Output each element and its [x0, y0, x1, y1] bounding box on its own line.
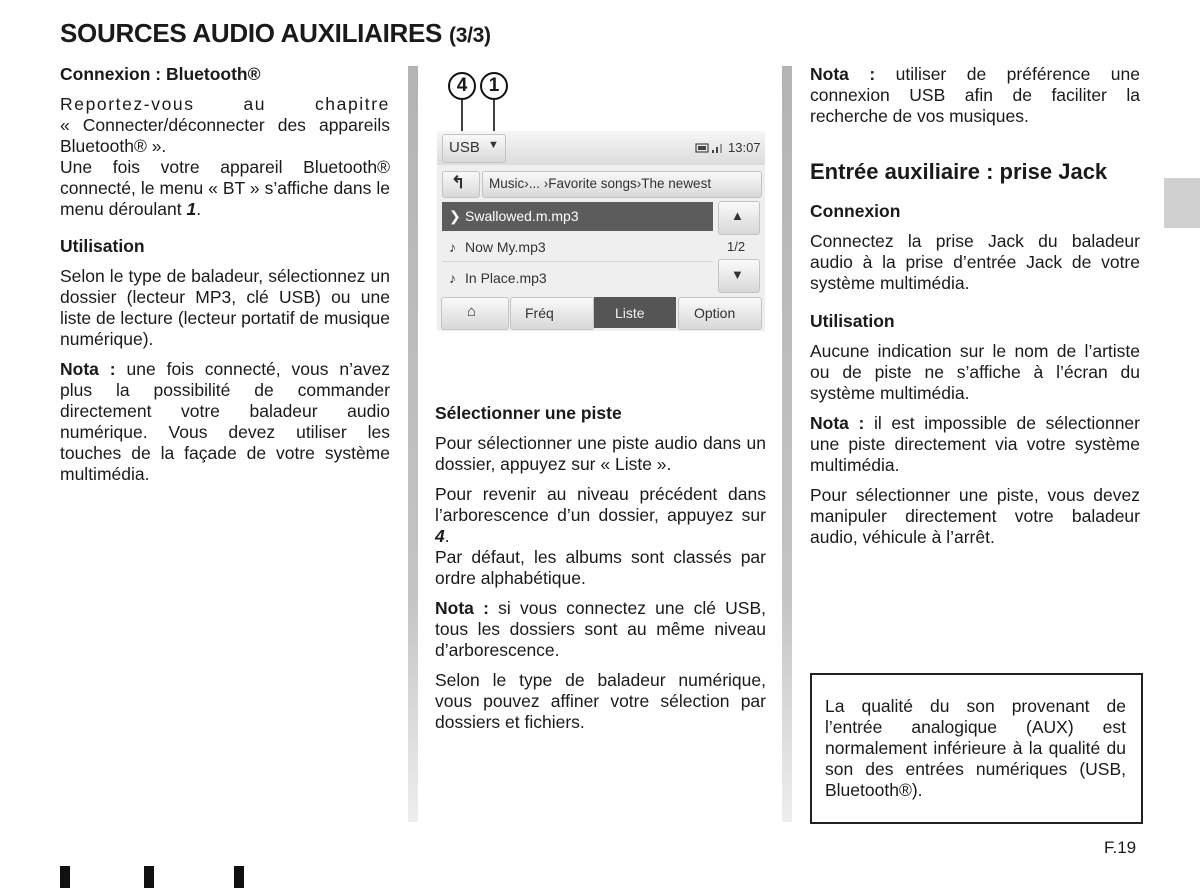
callout-4: 4 — [448, 72, 476, 100]
track-title-3: In Place.mp3 — [465, 270, 547, 286]
title-text: SOURCES AUDIO AUXILIAIRES — [60, 18, 443, 48]
column-separator-right — [782, 66, 792, 822]
usage-paragraph: Selon le type de baladeur, sélectionnez un dossier (lecteur MP3, clé USB) ou une liste de lecture (lecteur portatif de musique numérique). — [60, 266, 390, 349]
back-arrow-icon: ↰ — [451, 173, 466, 192]
multimedia-screen — [437, 131, 765, 331]
select-note: Nota : si vous connectez une clé USB, tous les dossiers sont au même niveau d’arborescence. — [435, 598, 767, 660]
bluetooth-text-rest: « Connecter/déconnecter des appareils Bluetooth® ». — [60, 115, 390, 156]
tab-option-label: Option — [694, 305, 736, 321]
middle-column — [435, 403, 766, 733]
usb-note: Nota : utiliser de préférence une connexion USB afin de faciliter la recherche de vos musiques. — [810, 64, 1141, 126]
jack-connection-text: Connectez la prise Jack du baladeur audio à la prise d’entrée Jack de votre système multimédia. — [810, 231, 1140, 293]
source-label: USB — [449, 139, 480, 156]
music-note-icon: ♪ — [449, 239, 456, 255]
tab-freq-label: Fréq — [525, 305, 554, 321]
chevron-down-icon: ▼ — [488, 139, 499, 151]
left-column — [60, 64, 390, 485]
jack-usage-heading: Utilisation — [810, 311, 895, 331]
track-title-2: Now My.mp3 — [465, 239, 546, 255]
edge-mark — [234, 866, 244, 888]
usage-heading: Utilisation — [60, 236, 145, 256]
callout-1: 1 — [480, 72, 508, 100]
select-paragraph-2: Pour revenir au niveau précédent dans l’arborescence d’un dossier, appuyez sur 4. — [435, 484, 766, 546]
arrow-up-icon: ▲ — [731, 208, 744, 223]
jack-heading: Entrée auxiliaire : prise Jack — [810, 159, 1108, 184]
jack-usage-text-2: Pour sélectionner une piste, vous devez manipuler directement votre baladeur audio, véhicule à l’arrêt. — [810, 485, 1140, 547]
edge-mark — [144, 866, 154, 888]
reference-4: 4 — [435, 526, 445, 546]
jack-usage-text: Aucune indication sur le nom de l’artiste ou de piste ne s’affiche à l’écran du système multimédia. — [810, 341, 1140, 403]
select-paragraph-4: Selon le type de baladeur numérique, vous pouvez affiner votre sélection par dossiers et fichiers. — [435, 670, 766, 732]
jack-connection-heading: Connexion — [810, 201, 901, 221]
clock-text: 13:07 — [728, 140, 761, 155]
bluetooth-heading: Connexion : Bluetooth® — [60, 64, 261, 84]
page-title — [60, 18, 491, 49]
page-indicator: 1/2 — [727, 239, 746, 254]
bluetooth-text-line1: Reportez-vous au chapitre — [60, 94, 390, 114]
usage-note: Nota : une fois connecté, vous n’avez plus la possibilité de commander directement votre baladeur audio numérique. Vous devez utiliser les touches de la façade de votre système multimédia. — [60, 359, 390, 484]
bluetooth-paragraph-2: Une fois votre appareil Bluetooth® connecté, le menu « BT » s’affiche dans le menu déroulant 1. — [60, 157, 390, 219]
select-track-heading: Sélectionner une piste — [435, 403, 622, 423]
home-icon: ⌂ — [467, 303, 477, 320]
select-paragraph-1: Pour sélectionner une piste audio dans un dossier, appuyez sur « Liste ». — [435, 433, 766, 474]
side-tab-marker — [1164, 178, 1200, 228]
arrow-down-icon: ▼ — [731, 267, 744, 282]
column-separator-left — [408, 66, 418, 822]
edge-mark — [60, 866, 70, 888]
jack-usage-note: Nota : il est impossible de sélectionner une piste directement via votre système multimédia. — [810, 413, 1140, 475]
right-column — [810, 64, 1140, 548]
tab-liste-label: Liste — [615, 305, 645, 321]
reference-1: 1 — [186, 199, 197, 219]
music-note-icon: ♪ — [449, 270, 456, 286]
page-number: F.19 — [1104, 838, 1137, 857]
title-suffix: (3/3) — [449, 24, 491, 47]
audio-quality-note: La qualité du son provenant de l’entrée analogique (AUX) est normalement inférieure à la qualité du son des entrées numériques (USB, Bluetooth®). — [825, 696, 1126, 800]
battery-signal-icon — [695, 142, 723, 154]
track-title-1: Swallowed.m.mp3 — [465, 208, 579, 224]
playing-icon: ❯ — [449, 208, 461, 224]
breadcrumb: Music›... ›Favorite songs›The newest — [489, 176, 712, 191]
select-paragraph-2b: Par défaut, les albums sont classés par ordre alphabétique. — [435, 547, 766, 588]
